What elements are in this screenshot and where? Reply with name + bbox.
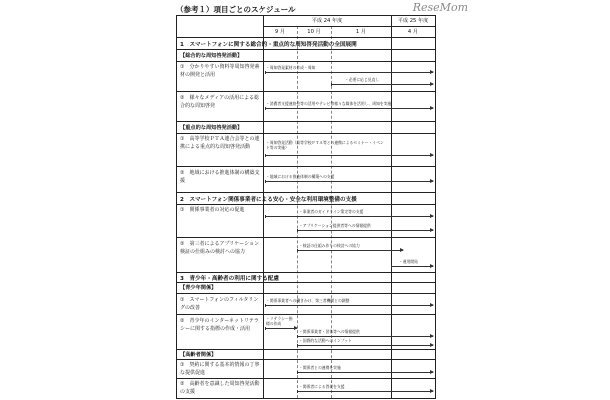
bar-label: ・地域における推進体制の構築への支援 bbox=[266, 174, 335, 179]
section-1b-item-1: ① 高等学校ＰＴＡ連合会等との連携による重点的な周知啓発活動 bbox=[180, 136, 260, 150]
bar-label: ・周知啓発活動（高等学校ＰＴＡ等との連携によるセミナー・イベント等の実施） bbox=[266, 140, 384, 150]
header-divider bbox=[263, 26, 435, 27]
row-line bbox=[177, 133, 435, 134]
section-1a-item-2: ② 様々なメディアの活用による総合的な周知啓発 bbox=[180, 95, 260, 109]
bar-label: ・関係者との連携を実施 bbox=[299, 365, 341, 370]
bar-label: ・関係事業者への働きかけ、第三者機関との調整 bbox=[266, 298, 350, 303]
row-line bbox=[177, 359, 435, 360]
timeline-arrow bbox=[297, 372, 433, 373]
section-3a-item-2: ② 青少年のインターネットリテラシーに関する指標の作成・活用 bbox=[180, 318, 259, 332]
bar-label: ・検証の仕組み作りの検討への協力 bbox=[299, 243, 360, 248]
row-line bbox=[177, 61, 435, 62]
timeline-arrow bbox=[297, 230, 433, 231]
header-month-oct: 10 月 bbox=[307, 29, 321, 35]
timeline-arrow bbox=[265, 108, 433, 109]
row-line bbox=[177, 293, 435, 294]
document-title: （参考１）項目ごとのスケジュール bbox=[176, 5, 296, 14]
resemom-watermark-logo: ReseMom bbox=[412, 1, 468, 14]
row-line bbox=[177, 49, 435, 50]
section-3-title: 3 青少年・高齢者の利用に関する配慮 bbox=[180, 276, 279, 282]
header-month-jan: 1 月 bbox=[355, 29, 367, 35]
timeline-arrow bbox=[297, 345, 433, 346]
section-3b-heading: 【高齢者関係】 bbox=[180, 352, 217, 358]
schedule-table bbox=[176, 15, 436, 399]
bar-label: ・周知啓発素材の作成・周知 bbox=[266, 65, 316, 70]
section-1a-item-1: ① 分かりやすい資料等周知啓発素材の開発と活用 bbox=[180, 64, 260, 78]
header-fy24: 平成 24 年度 bbox=[311, 18, 343, 24]
timeline-arrow bbox=[265, 216, 433, 217]
timeline-arrow bbox=[297, 250, 403, 251]
section-2-item-2: ② 第三者によるアプリケーション検証の仕組みの検討への協力 bbox=[180, 241, 259, 255]
timeline-arrow bbox=[265, 181, 433, 182]
column-divider-items bbox=[263, 16, 264, 398]
timeline-arrow bbox=[391, 266, 433, 267]
column-divider-fiscal-year bbox=[391, 16, 392, 398]
row-line bbox=[177, 192, 435, 193]
timeline-arrow bbox=[331, 84, 433, 85]
header-fy25: 平成 25 年度 bbox=[397, 18, 429, 24]
row-line bbox=[177, 272, 435, 273]
row-line bbox=[177, 282, 435, 283]
row-line bbox=[177, 166, 435, 167]
timeline-arrow bbox=[265, 72, 433, 73]
section-2-title: 2 スマートフォン関係事業者による安心・安全な利用環境整備の支援 bbox=[180, 197, 357, 203]
row-line bbox=[177, 91, 435, 92]
section-1-title: 1 スマートフォンに関する総合的・重点的な周知啓発活動の全国展開 bbox=[180, 42, 357, 48]
bar-label: ・リテラシー指標の作成 bbox=[266, 316, 293, 326]
timeline-arrow bbox=[265, 328, 297, 329]
section-1a-heading: 【総合的な周知啓発活動】 bbox=[180, 53, 243, 59]
row-line bbox=[177, 378, 435, 379]
row-line bbox=[177, 204, 435, 205]
row-line bbox=[177, 349, 435, 350]
bar-label: ・関係者による啓発を支援 bbox=[299, 384, 345, 389]
bar-label: ・アプリケーション提供者等への情報提供 bbox=[299, 223, 371, 228]
bar-label: ・国際的な活動へのインプット bbox=[299, 338, 352, 343]
bar-label: ・関係事業者・団体等への情報提供 bbox=[299, 329, 360, 334]
bar-label: ・消費者支援連絡会等の活用やテレビ等様々な媒体を活用し、周知を実施 bbox=[266, 101, 392, 106]
section-3b-item-1: ① 契約に関する基本的情報の丁寧な提供促進 bbox=[180, 362, 260, 376]
bar-label: ・事業者のガイドライン策定等の支援 bbox=[299, 209, 364, 214]
section-3a-heading: 【青少年関係】 bbox=[180, 285, 217, 291]
timeline-arrow bbox=[265, 155, 433, 156]
section-1b-heading: 【重点的な周知啓発活動】 bbox=[180, 125, 243, 131]
row-line bbox=[177, 237, 435, 238]
bar-label: ・運用開始 bbox=[399, 259, 418, 264]
timeline-arrow bbox=[297, 391, 433, 392]
timeline-arrow bbox=[297, 336, 433, 337]
header-month-sep: 9 月 bbox=[274, 29, 286, 35]
column-divider-sep-oct bbox=[297, 26, 298, 398]
row-line bbox=[177, 121, 435, 122]
header-bottom-line bbox=[177, 37, 435, 38]
section-2-item-1: ① 関係事業者の対応の促進 bbox=[180, 207, 245, 213]
timeline-arrow bbox=[265, 305, 433, 306]
section-3b-item-2: ② 高齢者を意識した周知啓発活動の支援 bbox=[180, 381, 260, 395]
row-line bbox=[177, 314, 435, 315]
section-1b-item-2: ② 地域における推進体制の構築支援 bbox=[180, 170, 260, 184]
bar-label: ・必要に応じ見直し bbox=[345, 77, 380, 82]
section-3a-item-1: ① スマートフォンのフィルタリングの改善 bbox=[180, 297, 259, 311]
header-month-apr: 4 月 bbox=[407, 29, 419, 35]
